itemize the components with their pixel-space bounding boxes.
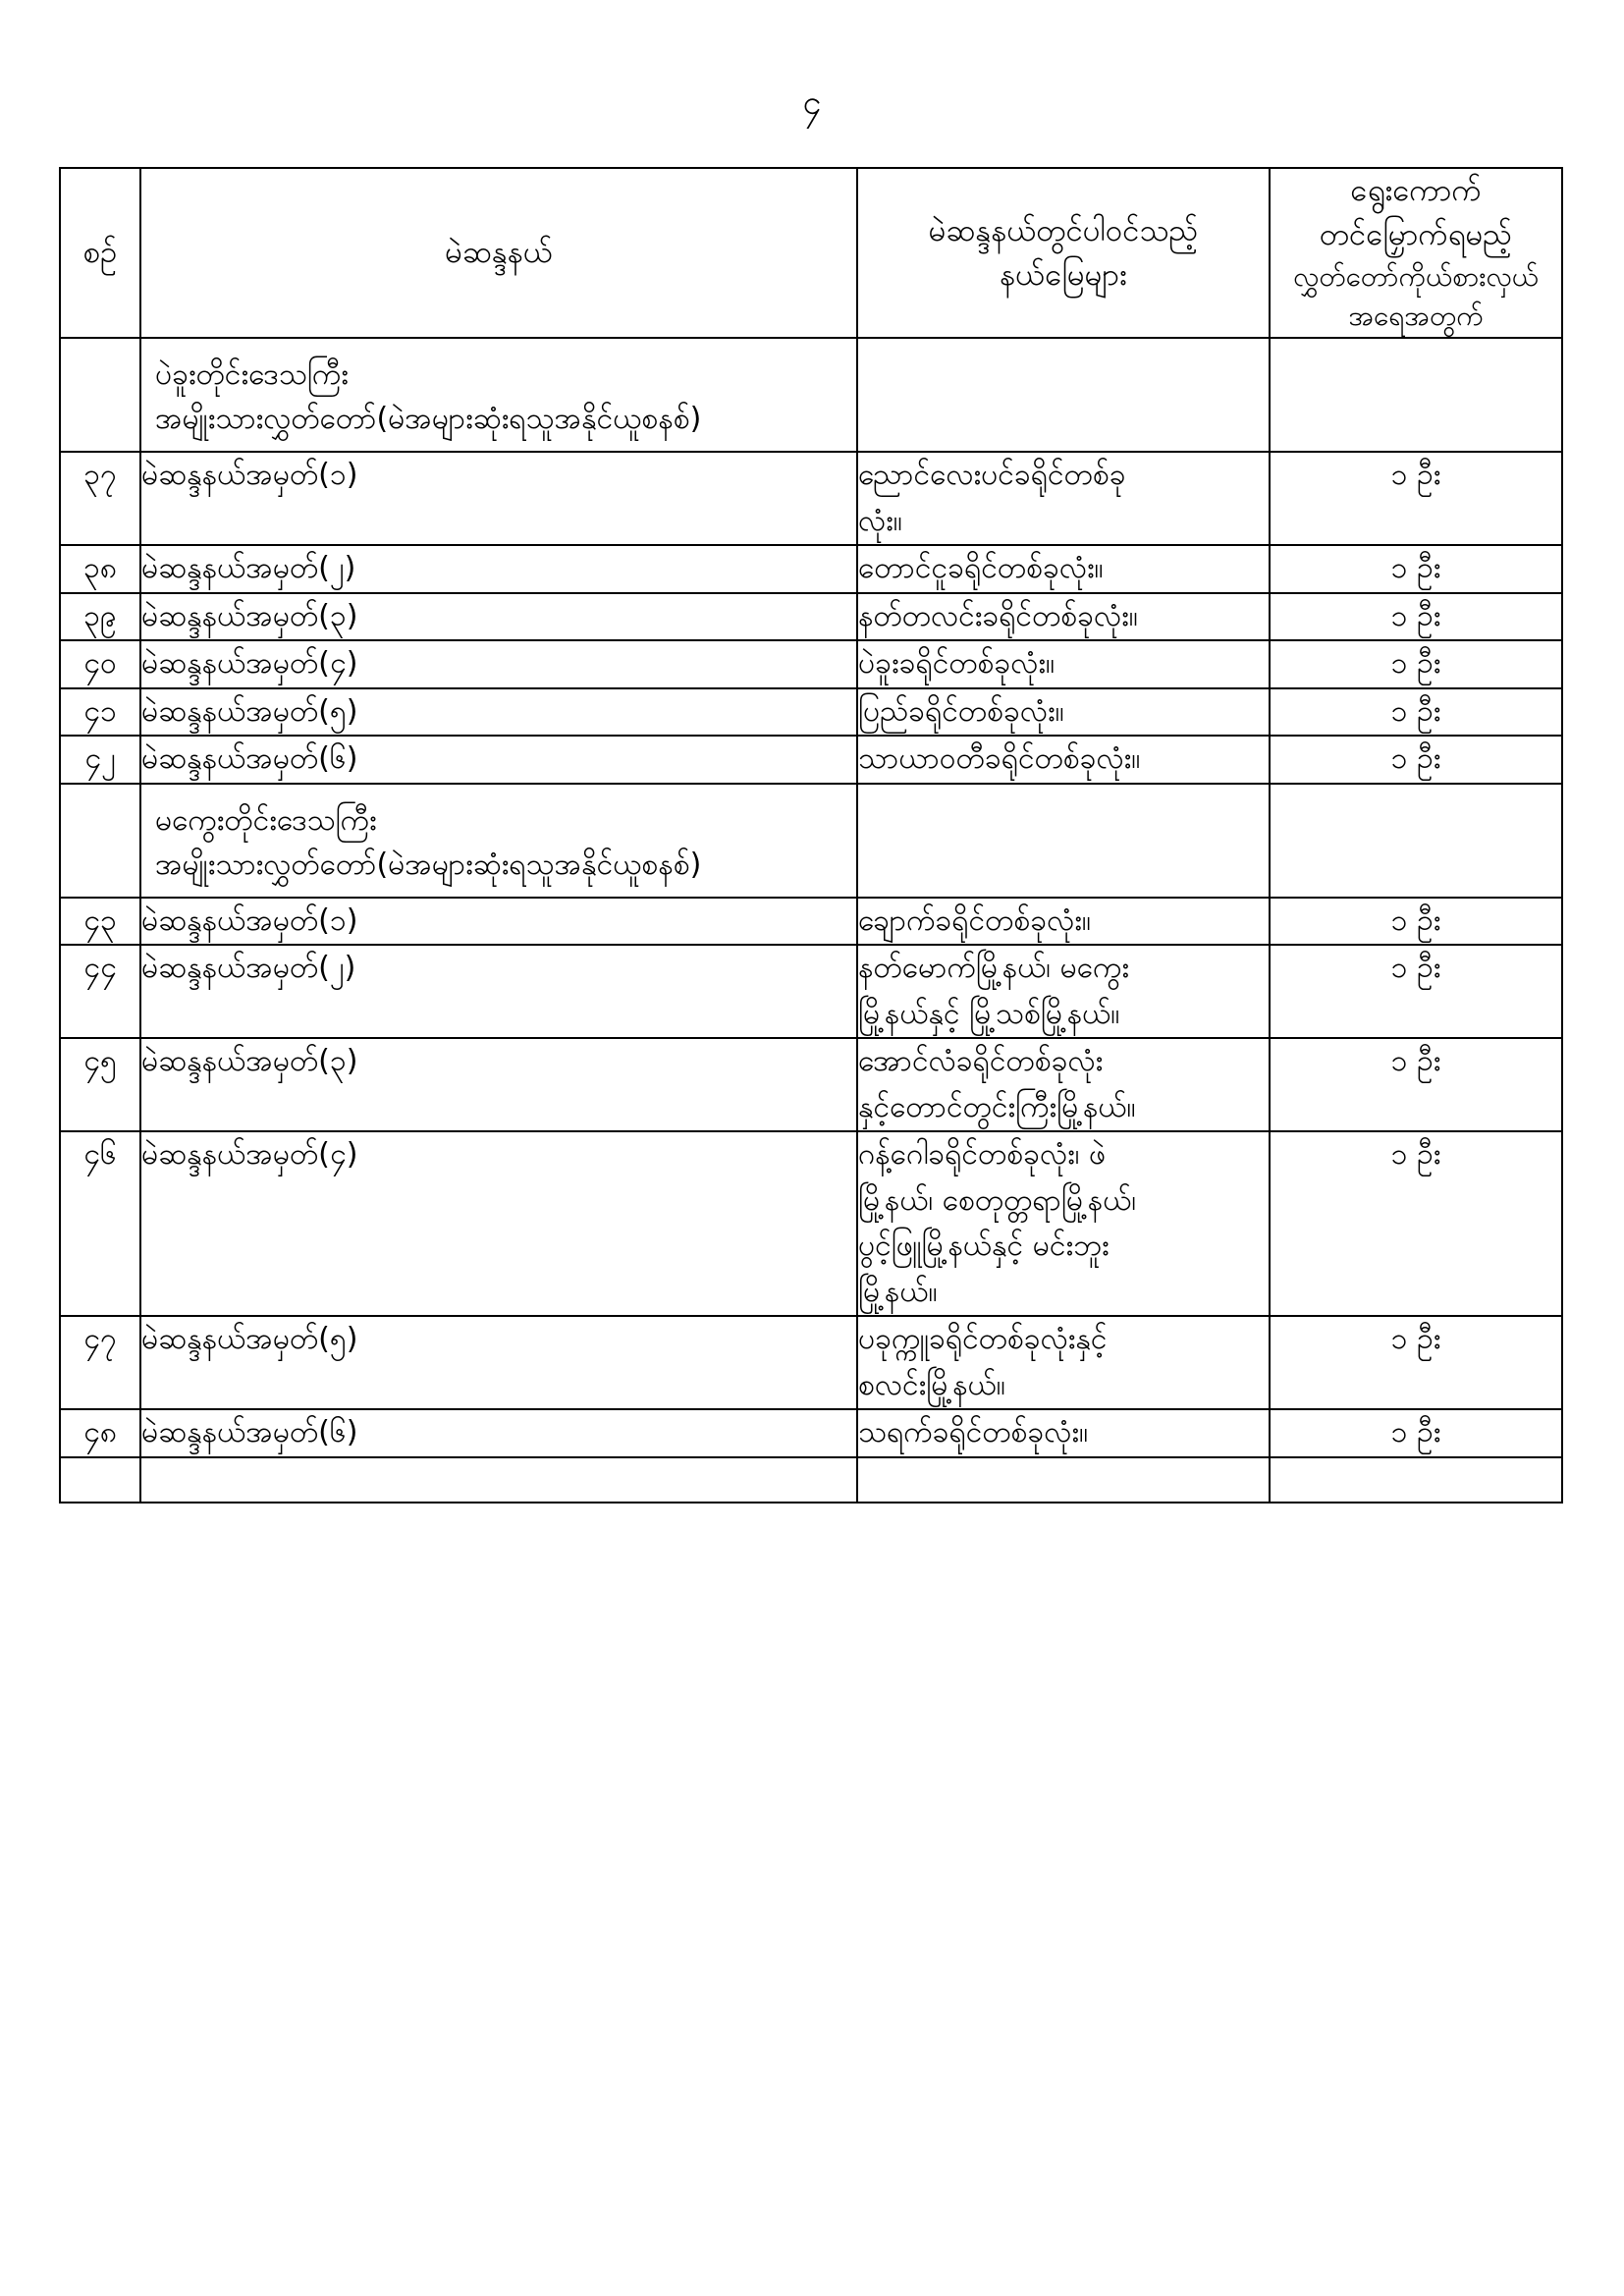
table-row	[60, 688, 1562, 737]
row-constituency: မဲဆန္ဒနယ်အမှတ်(၂)	[140, 945, 857, 1038]
row-serial: ၄၃	[60, 898, 140, 946]
group-title-bago	[140, 338, 857, 452]
spacer-cell	[60, 1457, 140, 1503]
row-areas-line: စလင်းမြို့နယ်။	[858, 1367, 1005, 1402]
row-areas-line: ပဲခူးခရိုင်တစ်ခုလုံး။	[858, 646, 1056, 682]
group-title-line2: အမျိုးသားလွှတ်တော်(မဲအများဆုံးရသူအနိုင်ယူစနစ်)	[155, 847, 702, 882]
row-constituency: မဲဆန္ဒနယ်အမှတ်(၄)	[140, 640, 857, 688]
row-areas-line: သာယာဝတီခရိုင်တစ်ခုလုံး။	[858, 741, 1141, 777]
row-areas-line: ဂန့်ဂေါခရိုင်တစ်ခုလုံး၊ ဖဲ	[858, 1137, 1107, 1173]
header-representative-count-line4: အရေအတွက်	[1348, 300, 1484, 333]
row-serial: ၄၅	[60, 1038, 140, 1131]
spacer-cell	[1270, 1457, 1562, 1503]
row-areas	[857, 1316, 1270, 1409]
row-areas	[857, 545, 1270, 593]
header-representative-count-line2: တင်မြှောက်ရမည့်	[1319, 216, 1513, 252]
group-serial-blank	[60, 784, 140, 898]
group-count-blank	[1270, 338, 1562, 452]
row-constituency: မဲဆန္ဒနယ်အမှတ်(၃)	[140, 593, 857, 641]
header-representative-count-line1: ရွေးကောက်	[1350, 173, 1482, 208]
row-count: ၁ ဦး	[1270, 593, 1562, 641]
row-serial: ၃၉	[60, 593, 140, 641]
row-areas-line: ချောက်ခရိုင်တစ်ခုလုံး။	[858, 902, 1091, 938]
row-areas	[857, 898, 1270, 946]
row-areas-line: ပခုက္ကူခရိုင်တစ်ခုလုံးနှင့်	[858, 1322, 1108, 1357]
row-areas-line: မြို့နယ်။	[858, 1274, 938, 1309]
group-header-row	[60, 784, 1562, 898]
row-serial: ၃၈	[60, 545, 140, 593]
row-constituency: မဲဆန္ဒနယ်အမှတ်(၆)	[140, 736, 857, 784]
row-serial: ၄၀	[60, 640, 140, 688]
row-areas-line: နတ်မောက်မြို့နယ်၊ မကွေး	[858, 951, 1129, 986]
row-areas-line: မြို့နယ်၊ စေတုတ္တရာမြို့နယ်၊	[858, 1182, 1137, 1218]
row-areas-line: အောင်လံခရိုင်တစ်ခုလုံး	[858, 1044, 1104, 1079]
row-count: ၁ ဦး	[1270, 898, 1562, 946]
table-header-row	[60, 168, 1562, 338]
group-title-line1: ပဲခူးတိုင်းဒေသကြီး	[155, 357, 349, 393]
row-areas-line: တောင်ငူခရိုင်တစ်ခုလုံး။	[858, 551, 1104, 586]
table-body	[60, 338, 1562, 1503]
row-constituency: မဲဆန္ဒနယ်အမှတ်(၁)	[140, 452, 857, 545]
row-constituency: မဲဆန္ဒနယ်အမှတ်(၂)	[140, 545, 857, 593]
table-row	[60, 1038, 1562, 1131]
row-constituency: မဲဆန္ဒနယ်အမှတ်(၃)	[140, 1038, 857, 1131]
row-areas-line: သရက်ခရိုင်တစ်ခုလုံး။	[858, 1415, 1089, 1450]
row-constituency: မဲဆန္ဒနယ်အမှတ်(၅)	[140, 688, 857, 737]
row-count: ၁ ဦး	[1270, 945, 1562, 1038]
row-areas-line: ပြည်ခရိုင်တစ်ခုလုံး။	[858, 693, 1064, 729]
row-count: ၁ ဦး	[1270, 452, 1562, 545]
row-count: ၁ ဦး	[1270, 1131, 1562, 1316]
row-areas	[857, 736, 1270, 784]
group-title-line1: မကွေးတိုင်းဒေသကြီး	[155, 802, 377, 838]
row-areas	[857, 1131, 1270, 1316]
table-row	[60, 945, 1562, 1038]
row-count: ၁ ဦး	[1270, 688, 1562, 737]
row-areas-line: နတ်တလင်းခရိုင်တစ်ခုလုံး။	[858, 598, 1138, 633]
row-serial: ၄၇	[60, 1316, 140, 1409]
header-representative-count	[1270, 168, 1562, 338]
table-row	[60, 898, 1562, 946]
row-areas	[857, 1038, 1270, 1131]
row-serial: ၄၈	[60, 1409, 140, 1457]
constituency-table	[59, 167, 1563, 1503]
row-areas	[857, 640, 1270, 688]
table-row	[60, 1409, 1562, 1457]
row-areas	[857, 452, 1270, 545]
header-serial-number: စဉ်	[60, 168, 140, 338]
row-count: ၁ ဦး	[1270, 1038, 1562, 1131]
header-representative-count-line3: လွှတ်တော်ကိုယ်စားလှယ်	[1293, 259, 1539, 293]
spacer-cell	[140, 1457, 857, 1503]
row-areas-line: လုံး။	[858, 503, 902, 538]
table-row	[60, 640, 1562, 688]
row-areas-line: မြို့နယ်နှင့် မြို့သစ်မြို့နယ်။	[858, 996, 1120, 1031]
row-constituency: မဲဆန္ဒနယ်အမှတ်(၄)	[140, 1131, 857, 1316]
group-count-blank	[1270, 784, 1562, 898]
constituency-table-container	[59, 167, 1565, 1503]
spacer-cell	[857, 1457, 1270, 1503]
header-constituency: မဲဆန္ဒနယ်	[140, 168, 857, 338]
row-count: ၁ ဦး	[1270, 1316, 1562, 1409]
row-serial: ၄၄	[60, 945, 140, 1038]
row-count: ၁ ဦး	[1270, 1409, 1562, 1457]
row-serial: ၄၂	[60, 736, 140, 784]
header-included-areas	[857, 168, 1270, 338]
row-constituency: မဲဆန္ဒနယ်အမှတ်(၁)	[140, 898, 857, 946]
row-areas-line: ညောင်လေးပင်ခရိုင်တစ်ခု	[858, 458, 1126, 493]
row-count: ၁ ဦး	[1270, 736, 1562, 784]
group-serial-blank	[60, 338, 140, 452]
row-areas	[857, 1409, 1270, 1457]
table-row	[60, 1131, 1562, 1316]
row-areas-line: ပွင့်ဖြူမြို့နယ်နှင့် မင်းဘူး	[858, 1229, 1110, 1264]
row-areas	[857, 945, 1270, 1038]
table-row	[60, 736, 1562, 784]
table-header	[60, 168, 1562, 338]
group-header-row	[60, 338, 1562, 452]
table-row	[60, 545, 1562, 593]
header-included-areas-line1: မဲဆန္ဒနယ်တွင်ပါဝင်သည့်	[928, 212, 1199, 248]
row-count: ၁ ဦး	[1270, 545, 1562, 593]
row-areas	[857, 593, 1270, 641]
header-included-areas-line2: နယ်မြေများ	[1000, 256, 1127, 293]
page-number: ၄	[802, 83, 822, 123]
row-constituency: မဲဆန္ဒနယ်အမှတ်(၆)	[140, 1409, 857, 1457]
row-constituency: မဲဆန္ဒနယ်အမှတ်(၅)	[140, 1316, 857, 1409]
row-serial: ၄၆	[60, 1131, 140, 1316]
group-areas-blank	[857, 784, 1270, 898]
table-row	[60, 1316, 1562, 1409]
group-areas-blank	[857, 338, 1270, 452]
group-title-line2: အမျိုးသားလွှတ်တော်(မဲအများဆုံးရသူအနိုင်ယူစနစ်)	[155, 402, 702, 437]
row-areas-line: နှင့်တောင်တွင်းကြီးမြို့နယ်။	[858, 1089, 1136, 1124]
group-title-magway	[140, 784, 857, 898]
table-row	[60, 593, 1562, 641]
row-count: ၁ ဦး	[1270, 640, 1562, 688]
table-trailing-spacer-row	[60, 1457, 1562, 1503]
row-areas	[857, 688, 1270, 737]
table-row	[60, 452, 1562, 545]
row-serial: ၄၁	[60, 688, 140, 737]
row-serial: ၃၇	[60, 452, 140, 545]
